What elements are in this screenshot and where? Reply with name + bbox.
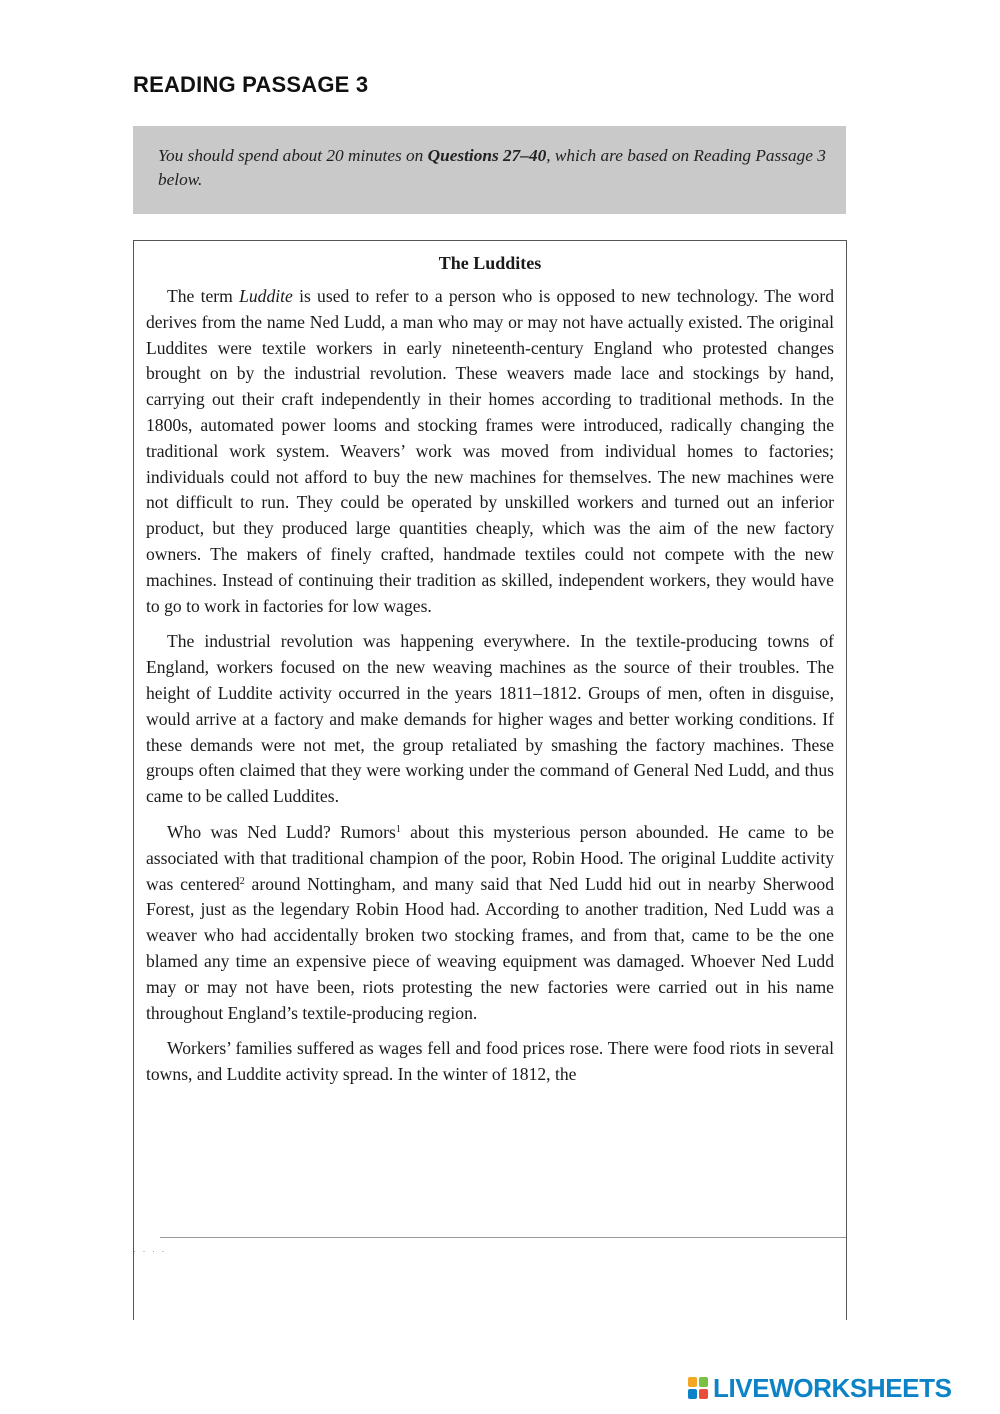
- liveworksheets-brand: [688, 1374, 952, 1402]
- paragraph-3: [146, 820, 834, 1026]
- scan-marks: · · · ·: [133, 1246, 167, 1256]
- liveworksheets-wordmark: LIVEWORKSHEETS: [713, 1373, 952, 1403]
- instruction-questions: Questions 27–40: [427, 146, 547, 165]
- logo-square-2: [699, 1377, 708, 1387]
- paragraph-1: [146, 284, 834, 619]
- paragraph-1-intro: The term: [167, 286, 240, 306]
- paragraph-1-term: Luddite: [239, 286, 293, 306]
- paragraph-3-part-b: about this mysterious person abounded. He came to be associated with that traditional champion of the poor, Robin Hood. The original Luddite activity was centered: [146, 821, 834, 894]
- passage-box: [133, 240, 847, 1320]
- paragraph-3-part-a: Who was Ned Ludd? Rumors: [167, 821, 396, 842]
- passage-heading: READING PASSAGE 3: [133, 72, 369, 97]
- passage-title: The Luddites: [438, 253, 542, 273]
- instruction-text: [158, 144, 828, 192]
- logo-square-3: [688, 1389, 697, 1399]
- footnote-2-marker: 2: [239, 875, 245, 887]
- paragraph-2: The industrial revolution was happening everywhere. In the textile-producing towns of England, workers focused on the new weaving machines as the source of their troubles. The height of Luddite activity occurred in the years 1811–1812. Groups of men, often in disguise, would arrive at a factory and make demands for higher wages and better working conditions. If these demands were not met, the group retaliated by smashing the factory machines. These groups often claimed that they were working under the command of General Ned Ludd, and thus came to be called Luddites.: [146, 631, 834, 807]
- logo-square-1: [688, 1377, 697, 1387]
- instruction-suffix: , which are based on Reading Passage 3 below.: [158, 146, 826, 189]
- logo-square-4: [699, 1389, 708, 1399]
- instruction-box: [133, 126, 846, 214]
- liveworksheets-logo-icon: [688, 1377, 708, 1399]
- footnote-1-marker: 1: [395, 823, 401, 835]
- paragraph-4: Workers’ families suffered as wages fell and food prices rose. There were food riots in several towns, and Luddite activity spread. In the winter of 1812, the: [146, 1038, 834, 1085]
- paragraph-1-body: is used to refer to a person who is opposed to new technology. The word derives from the name Ned Ludd, a man who may or may not have actually existed. The original Luddites were textile workers in early nineteenth-century England who protested changes brought on by the industrial revolution. These weavers made lace and stockings by hand, carrying out their craft independently in their homes according to traditional methods. In the 1800s, automated power looms and stocking frames were introduced, radically changing the traditional work system. Weavers’ work was moved from individual homes to factories; individuals could not afford to buy the new machines for themselves. The new machines were not difficult to run. They could be operated by unskilled workers and turned out an inferior product, but they produced large quantities cheaply, which was the aim of the new factory owners. The makers of finely crafted, handmade textiles could not compete with the new machines. Instead of continuing their tradition as skilled, independent workers, they would have to go to work in factories for low wages.: [146, 286, 834, 616]
- instruction-prefix: You should spend about 20 minutes on: [158, 146, 428, 165]
- footer-rule: [160, 1237, 846, 1238]
- paragraph-3-part-c: around Nottingham, and many said that Ned Ludd hid out in nearby Sherwood Forest, just as the legendary Robin Hood had. According to another tradition, Ned Ludd was a weaver who had accidentally broken two stocking frames, and from that, came to be the one blamed any time an expensive piece of weaving equipment was damaged. Whoever Ned Ludd may or may not have been, riots protesting the new factories were carried out in his name throughout England’s textile-producing region.: [146, 873, 834, 1023]
